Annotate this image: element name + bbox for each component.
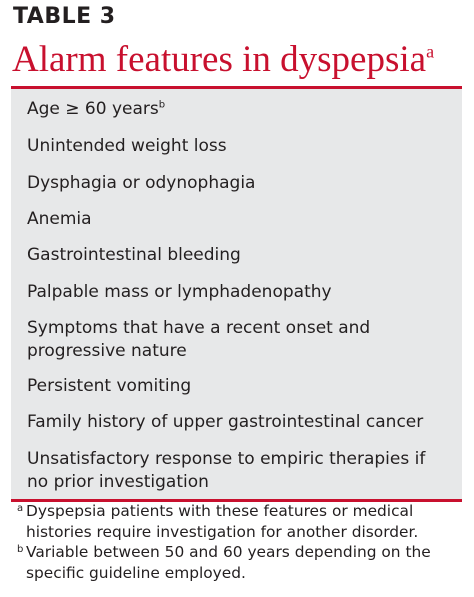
age-footnote-mark: b [158, 99, 166, 111]
table-title [12, 38, 434, 82]
list-item-recent-onset: Symptoms that have a recent onset and progressive nature [27, 318, 371, 361]
footnote-b-mark: b [17, 544, 24, 555]
list-item-empiric-response: Unsatisfactory response to empiric therapies if no prior investigation [27, 449, 426, 492]
footnote-a-mark: a [17, 503, 24, 514]
footnote-a [17, 501, 462, 542]
list-item-gi-bleeding: Gastrointestinal bleeding [27, 245, 241, 265]
footnotes [17, 501, 462, 583]
list-item-vomiting: Persistent vomiting [27, 376, 192, 396]
table-number: TABLE 3 [13, 4, 116, 29]
list-item-family-history: Family history of upper gastrointestinal cancer [27, 412, 424, 432]
title-footnote-mark: a [426, 41, 435, 62]
table-header [0, 0, 474, 85]
list-item-age: Age ≥ 60 years$^b$ [27, 99, 166, 119]
list-item-anemia: Anemia [27, 209, 92, 229]
title-text: Alarm features in dyspepsia [12, 39, 427, 80]
list-item-weight-loss: Unintended weight loss [27, 136, 227, 156]
alarm-features-list [11, 86, 462, 502]
footnote-b-text: Variable between 50 and 60 years depending on the specific guideline employed. [26, 543, 431, 582]
footnote-a-text: Dyspepsia patients with these features or medical histories require investigation for another disorder. [26, 502, 419, 541]
footnote-b [17, 542, 462, 583]
list-item-dysphagia: Dysphagia or odynophagia [27, 173, 256, 193]
list-item-palpable-mass: Palpable mass or lymphadenopathy [27, 282, 332, 302]
